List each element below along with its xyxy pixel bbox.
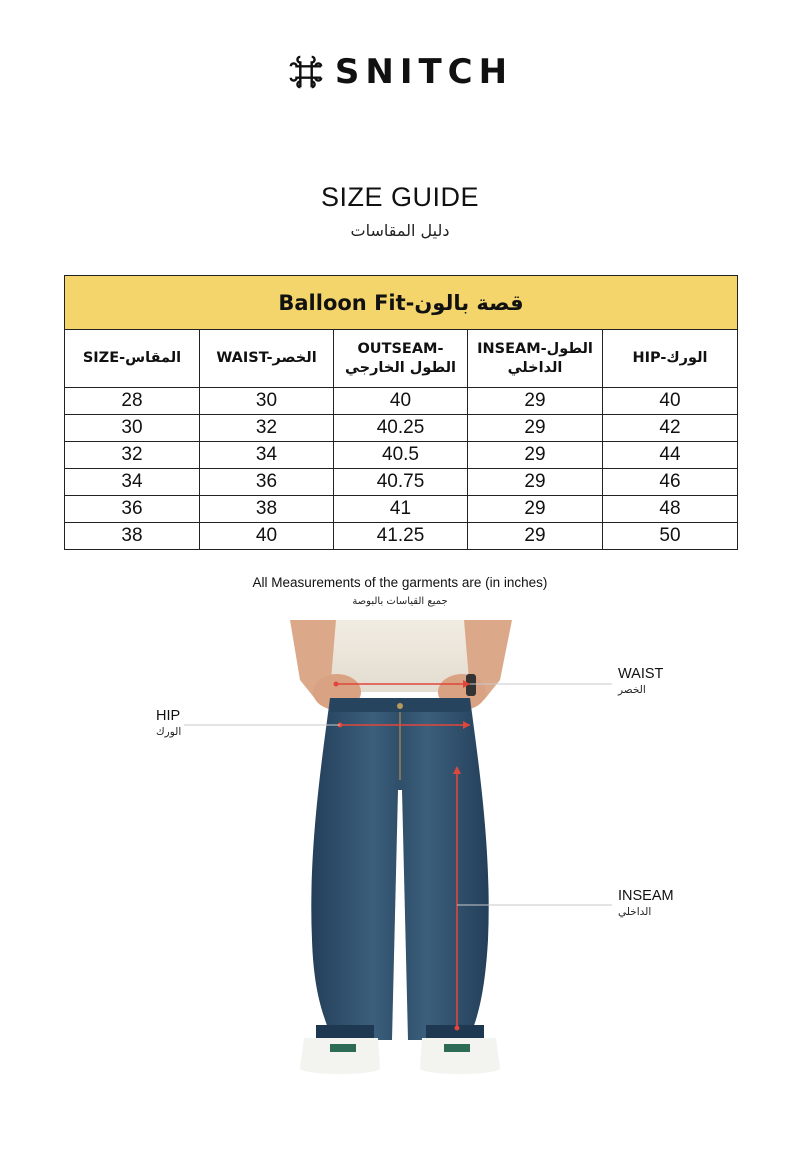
cell-outseam: 40.25 — [334, 415, 468, 442]
header-size: SIZE-المقاس — [65, 330, 200, 388]
page-title: SIZE GUIDE — [320, 182, 480, 212]
header-inseam: INSEAM-الطول الداخلي — [468, 330, 603, 388]
brand-logo — [0, 52, 800, 92]
cell-size: 34 — [65, 469, 200, 496]
cell-outseam: 40.5 — [334, 442, 468, 469]
table-row — [65, 496, 738, 523]
measurement-note: All Measurements of the garments are (in inches) — [252, 575, 548, 590]
cell-outseam: 40 — [334, 388, 468, 415]
waist-label: WAIST — [618, 666, 664, 682]
cell-inseam: 29 — [468, 469, 603, 496]
table-row — [65, 442, 738, 469]
waist-callout — [618, 666, 663, 697]
cell-hip: 48 — [603, 496, 738, 523]
cell-size: 30 — [65, 415, 200, 442]
cell-size: 38 — [65, 523, 200, 550]
cell-waist: 36 — [200, 469, 334, 496]
right-shoe-accent — [444, 1044, 470, 1052]
cell-outseam: 40.75 — [334, 469, 468, 496]
cell-inseam: 29 — [468, 388, 603, 415]
inseam-label-arabic: الداخلي — [618, 906, 652, 918]
cell-hip: 44 — [603, 442, 738, 469]
header-waist: WAIST-الخصر — [200, 330, 334, 388]
table-row — [65, 523, 738, 550]
header-hip: HIP-الورك — [603, 330, 738, 388]
cell-inseam: 29 — [468, 415, 603, 442]
cell-hip: 42 — [603, 415, 738, 442]
cell-hip: 50 — [603, 523, 738, 550]
hip-callout — [156, 708, 181, 739]
cell-waist: 32 — [200, 415, 334, 442]
fit-label: Balloon Fit-قصة بالون — [65, 276, 738, 330]
cell-size: 32 — [65, 442, 200, 469]
cell-size: 28 — [65, 388, 200, 415]
jeans-button — [397, 703, 403, 709]
right-shoe — [420, 1038, 500, 1074]
cell-hip: 40 — [603, 388, 738, 415]
cell-hip: 46 — [603, 469, 738, 496]
left-cuff — [316, 1025, 374, 1040]
hash-knot-icon — [287, 53, 325, 91]
cell-inseam: 29 — [468, 496, 603, 523]
table-row — [65, 469, 738, 496]
cell-inseam: 29 — [468, 442, 603, 469]
hip-label: HIP — [156, 708, 181, 724]
header-outseam: OUTSEAM- الطول الخارجي — [334, 330, 468, 388]
cell-size: 36 — [65, 496, 200, 523]
brand-name: SNITCH — [334, 52, 514, 92]
waist-label-arabic: الخصر — [618, 684, 646, 696]
cell-waist: 34 — [200, 442, 334, 469]
cell-waist: 30 — [200, 388, 334, 415]
cell-waist: 40 — [200, 523, 334, 550]
page-title-arabic: دليل المقاسات — [350, 221, 450, 240]
size-table — [64, 275, 738, 550]
hip-label-arabic: الورك — [156, 726, 182, 738]
table-row — [65, 415, 738, 442]
inseam-callout — [618, 888, 674, 919]
cell-waist: 38 — [200, 496, 334, 523]
model-figure — [0, 620, 800, 1148]
measurement-note-arabic: جميع القياسات بالبوصة — [352, 596, 448, 607]
inseam-label: INSEAM — [618, 888, 674, 904]
table-header-row — [65, 330, 738, 388]
left-shoe-accent — [330, 1044, 356, 1052]
model-illustration — [0, 620, 800, 1148]
left-shoe — [300, 1038, 380, 1074]
cell-outseam: 41 — [334, 496, 468, 523]
cell-inseam: 29 — [468, 523, 603, 550]
table-row — [65, 388, 738, 415]
cell-outseam: 41.25 — [334, 523, 468, 550]
